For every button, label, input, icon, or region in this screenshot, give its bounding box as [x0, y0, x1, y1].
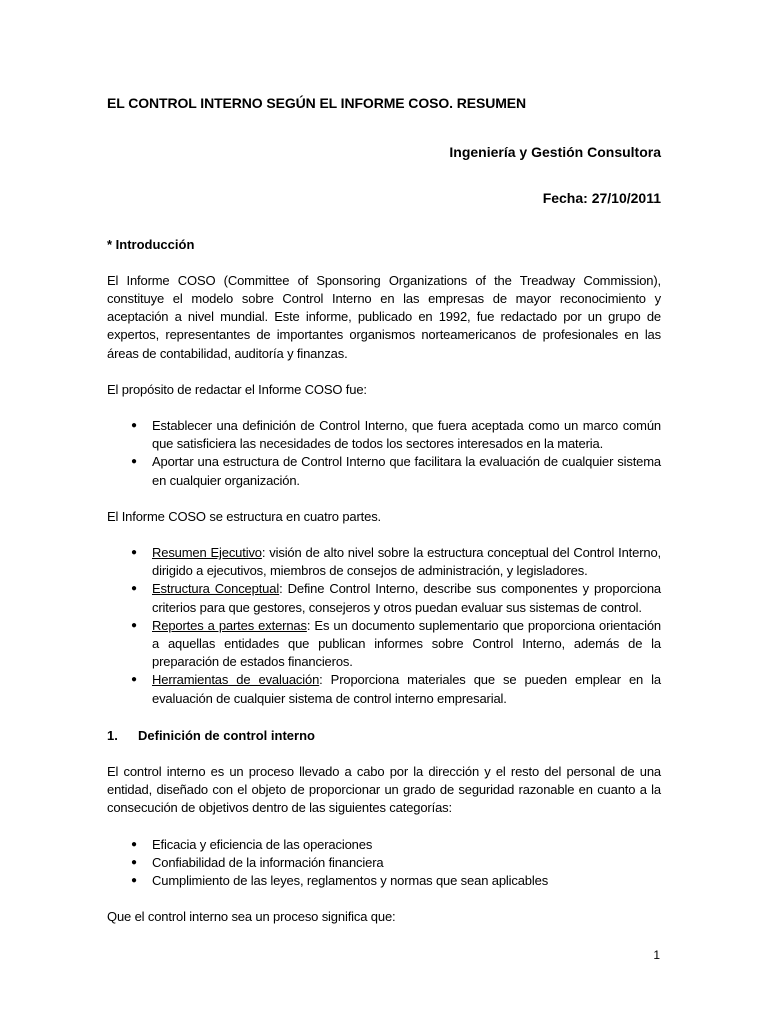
bullet-icon: ● [131, 619, 137, 631]
purpose-intro: El propósito de redactar el Informe COSO fue: [107, 381, 367, 397]
bullet-icon: ● [131, 674, 137, 686]
list-item-term: Estructura Conceptual [152, 581, 280, 597]
section-title: Definición de control interno [138, 727, 315, 743]
list-item-text: Aportar una estructura de Control Interno que facilitara la evaluación de cualquier sistema en cualquier organización. [152, 454, 661, 488]
list-item [131, 617, 661, 672]
list-item-text: Confiabilidad de la información financiera [152, 854, 384, 870]
section-number: 1. [107, 727, 118, 743]
bullet-icon: ● [131, 420, 137, 432]
closing-line: Que el control interno sea un proceso significa que: [107, 909, 396, 925]
list-item [131, 417, 661, 453]
list-item-term: Herramientas de evaluación [152, 672, 320, 688]
list-item [131, 836, 661, 854]
list-item [131, 872, 661, 890]
categories-list [107, 836, 661, 891]
list-item-text: : Es un documento suplementario que proporciona orientación a aquellas entidades que publican informes sobre Control Interno, además de la preparación de estados financieros. [152, 617, 661, 670]
bullet-icon: ● [131, 856, 137, 868]
bullet-icon: ● [131, 875, 137, 887]
structure-list [107, 544, 661, 708]
list-item-text: : Define Control Interno, describe sus componentes y proporciona criterios para que gestores, consejeros y otros puedan evaluar sus sistemas de control. [152, 581, 661, 615]
section-heading-introduction: * Introducción [107, 236, 195, 252]
company-name: Ingeniería y Gestión Consultora [449, 144, 661, 161]
bullet-icon: ● [131, 583, 137, 595]
document-title: EL CONTROL INTERNO SEGÚN EL INFORME COSO. RESUMEN [107, 95, 527, 111]
bullet-icon: ● [131, 547, 137, 559]
structure-intro: El Informe COSO se estructura en cuatro partes. [107, 508, 382, 524]
bullet-icon: ● [131, 838, 137, 850]
list-item-term: Reportes a partes externas [152, 617, 307, 633]
list-item-text: : visión de alto nivel sobre la estructura conceptual del Control Interno, dirigido a ejecutivos, miembros de consejos de administración, y legisladores. [152, 545, 661, 579]
intro-paragraph: El Informe COSO (Committee of Sponsoring Organizations of the Treadway Commission), constituye el modelo sobre Control Interno en las empresas de mayor reconocimiento y aceptación a nivel mundial. Este informe, publicado en 1992, fue redactado por un grupo de expertos, representantes de importantes organismos norteamericanos de profesionales en las áreas de contabilidad, auditoría y finanzas. [107, 272, 661, 361]
date-line: Fecha: 27/10/2011 [542, 190, 661, 207]
page-number: 1 [653, 948, 660, 962]
list-item [131, 544, 661, 580]
list-item [131, 671, 661, 707]
list-item-text: Cumplimiento de las leyes, reglamentos y normas que sean aplicables [152, 873, 549, 889]
bullet-icon: ● [131, 456, 137, 468]
list-item-text: : Proporciona materiales que se pueden emplear en la evaluación de cualquier sistema de control interno empresarial. [152, 672, 661, 706]
list-item-text: Eficacia y eficiencia de las operaciones [152, 836, 373, 852]
list-item [131, 854, 661, 872]
list-item [131, 453, 661, 489]
section-heading-definition [107, 727, 661, 745]
list-item [131, 580, 661, 616]
purpose-list [107, 417, 661, 490]
list-item-text: Establecer una definición de Control Interno, que fuera aceptada como un marco común que satisficiera las necesidades de todos los sectores interesados en la materia. [152, 418, 661, 452]
list-item-term: Resumen Ejecutivo [152, 545, 262, 561]
definition-paragraph: El control interno es un proceso llevado a cabo por la dirección y el resto del personal de una entidad, diseñado con el objeto de proporcionar un grado de seguridad razonable en cuanto a la consecución de objetivos dentro de las siguientes categorías: [107, 764, 661, 816]
